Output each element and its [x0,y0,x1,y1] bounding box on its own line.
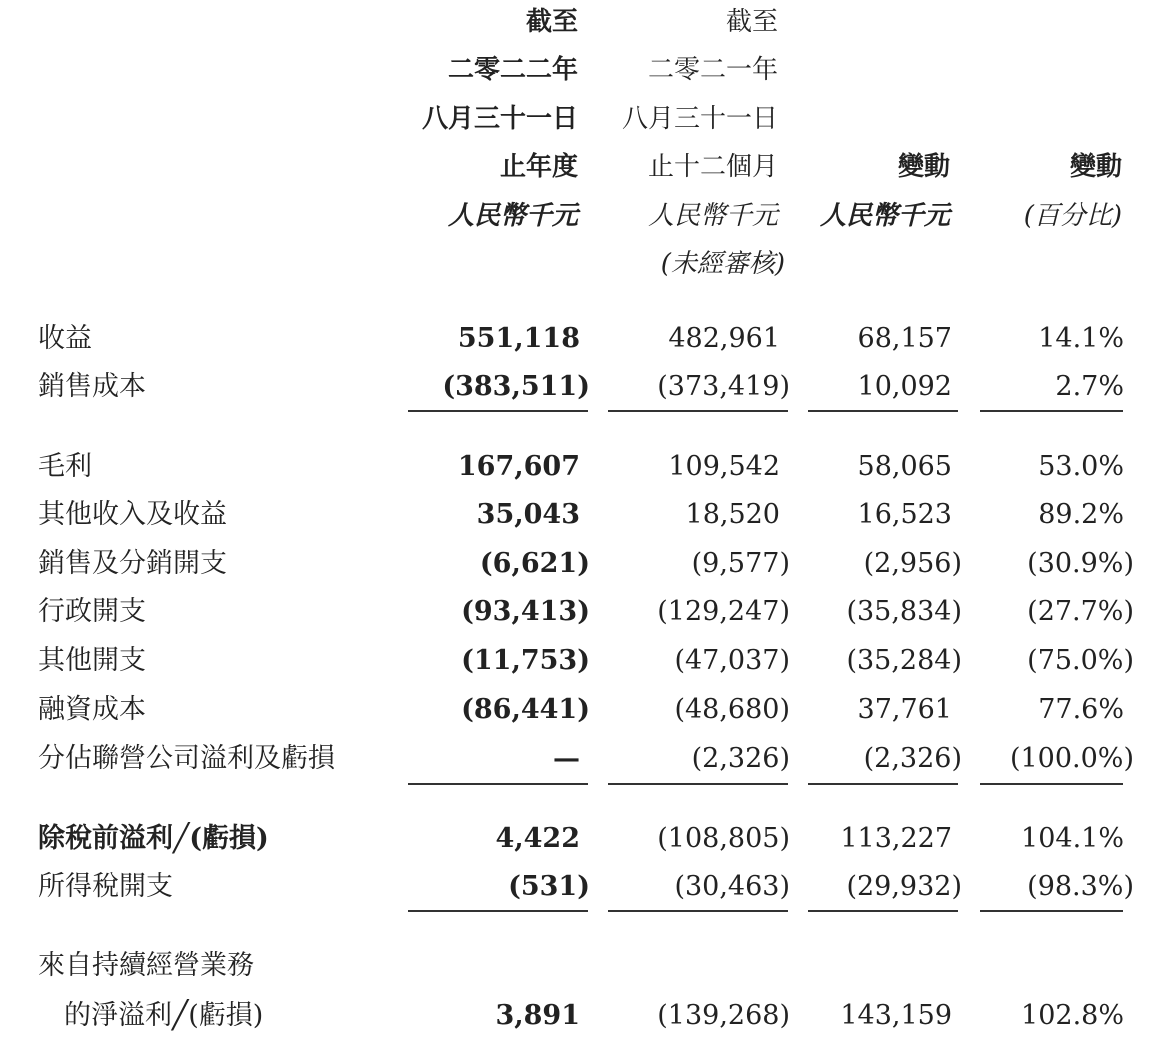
row-value-2021: 18,520 [685,499,780,530]
row-value-2021: (108,805) [657,823,790,854]
header-col2-line3: 八月三十一日 [621,104,778,134]
row-label-admin-expenses: 行政開支 [38,596,146,627]
subtotal-rule [980,410,1123,412]
header-col1-unit: 人民幣千元 [447,201,578,231]
subtotal-rule [980,783,1123,785]
row-value-2022: (6,621) [479,548,590,579]
row-value-2021: (48,680) [674,694,790,725]
row-value-2021: (9,577) [691,548,790,579]
header-col2-line2: 二零二一年 [647,55,778,85]
row-value-change-pct: (30.9%) [1027,548,1134,579]
row-value-change-pct: (98.3%) [1027,871,1134,902]
row-value-change-pct: 2.7% [1055,371,1124,402]
subtotal-rule [608,910,788,912]
row-value-2021: 109,542 [668,451,780,482]
subtotal-rule [608,410,788,412]
subtotal-rule [808,410,958,412]
row-label-net-profit-line2: 的淨溢利╱(虧損) [64,1000,264,1031]
row-value-2021: (373,419) [657,371,790,402]
row-value-2022: (11,753) [461,645,590,676]
header-col1-line4: 止年度 [499,152,578,182]
row-value-2022: (86,441) [461,694,590,725]
row-value-change: (2,956) [863,548,962,579]
header-col3-line1: 變動 [897,152,950,182]
row-value-change: 16,523 [857,499,952,530]
row-value-2021: (30,463) [674,871,790,902]
subtotal-rule [408,783,588,785]
row-value-2022: (531) [508,871,590,902]
subtotal-rule [408,410,588,412]
row-value-change-pct: (75.0%) [1027,645,1134,676]
subtotal-rule [980,910,1123,912]
row-value-2022: 35,043 [476,499,580,530]
header-col4-unit: (百分比) [1023,201,1122,231]
row-label-income-tax: 所得稅開支 [38,871,173,902]
row-label-selling-expenses: 銷售及分銷開支 [38,548,227,579]
row-value-change-pct: 14.1% [1038,323,1124,354]
row-value-change: 68,157 [857,323,952,354]
row-value-change: (35,284) [846,645,962,676]
row-value-change: (35,834) [846,596,962,627]
row-value-change-pct: (100.0%) [1009,743,1134,774]
row-value-2021: 482,961 [668,323,780,354]
row-value-2021: (129,247) [657,596,790,627]
header-col2-unaudited: (未經審核) [660,249,785,279]
row-value-change: (2,326) [863,743,962,774]
row-label-finance-costs: 融資成本 [38,694,146,725]
header-col4-line1: 變動 [1069,152,1122,182]
row-value-2021: (139,268) [657,1000,790,1031]
row-value-change: 58,065 [857,451,952,482]
subtotal-rule [808,783,958,785]
header-col1-line1: 截至 [525,7,578,37]
row-value-change-pct: 53.0% [1038,451,1124,482]
row-value-change-pct: 102.8% [1021,1000,1124,1031]
header-col1-line3: 八月三十一日 [421,104,578,134]
header-col2-line1: 截至 [725,7,778,37]
row-value-2022: (383,511) [442,371,590,402]
subtotal-rule [408,910,588,912]
row-label-profit-before-tax: 除稅前溢利╱(虧損) [38,823,269,854]
row-value-change: 113,227 [840,823,952,854]
header-col2-line4: 止十二個月 [647,152,778,182]
row-value-2021: (2,326) [691,743,790,774]
row-value-change-pct: 104.1% [1021,823,1124,854]
row-label-other-expenses: 其他開支 [38,645,146,676]
row-value-2022: 551,118 [457,323,580,354]
row-label-gross-profit: 毛利 [38,451,92,482]
row-value-2022: 167,607 [457,451,580,482]
row-value-change: 10,092 [857,371,952,402]
row-value-2022: (93,413) [461,596,590,627]
row-value-2022: 4,422 [495,823,580,854]
row-value-change-pct: 77.6% [1038,694,1124,725]
row-label-revenue: 收益 [38,323,92,354]
row-label-net-profit-line1: 來自持續經營業務 [38,950,254,981]
row-value-2021: (47,037) [674,645,790,676]
subtotal-rule [808,910,958,912]
header-col2-unit: 人民幣千元 [647,201,778,231]
row-value-change: 37,761 [857,694,952,725]
row-value-change-pct: 89.2% [1038,499,1124,530]
subtotal-rule [608,783,788,785]
row-value-2022: 3,891 [495,1000,580,1031]
row-value-change-pct: (27.7%) [1027,596,1134,627]
row-value-2022: — [553,743,580,774]
row-label-other-income: 其他收入及收益 [38,499,227,530]
row-value-change: 143,159 [840,1000,952,1031]
header-col1-line2: 二零二二年 [447,55,578,85]
header-col3-unit: 人民幣千元 [819,201,950,231]
row-label-cost-of-sales: 銷售成本 [38,371,146,402]
row-value-change: (29,932) [846,871,962,902]
row-label-share-of-associates: 分佔聯營公司溢利及虧損 [38,743,335,774]
